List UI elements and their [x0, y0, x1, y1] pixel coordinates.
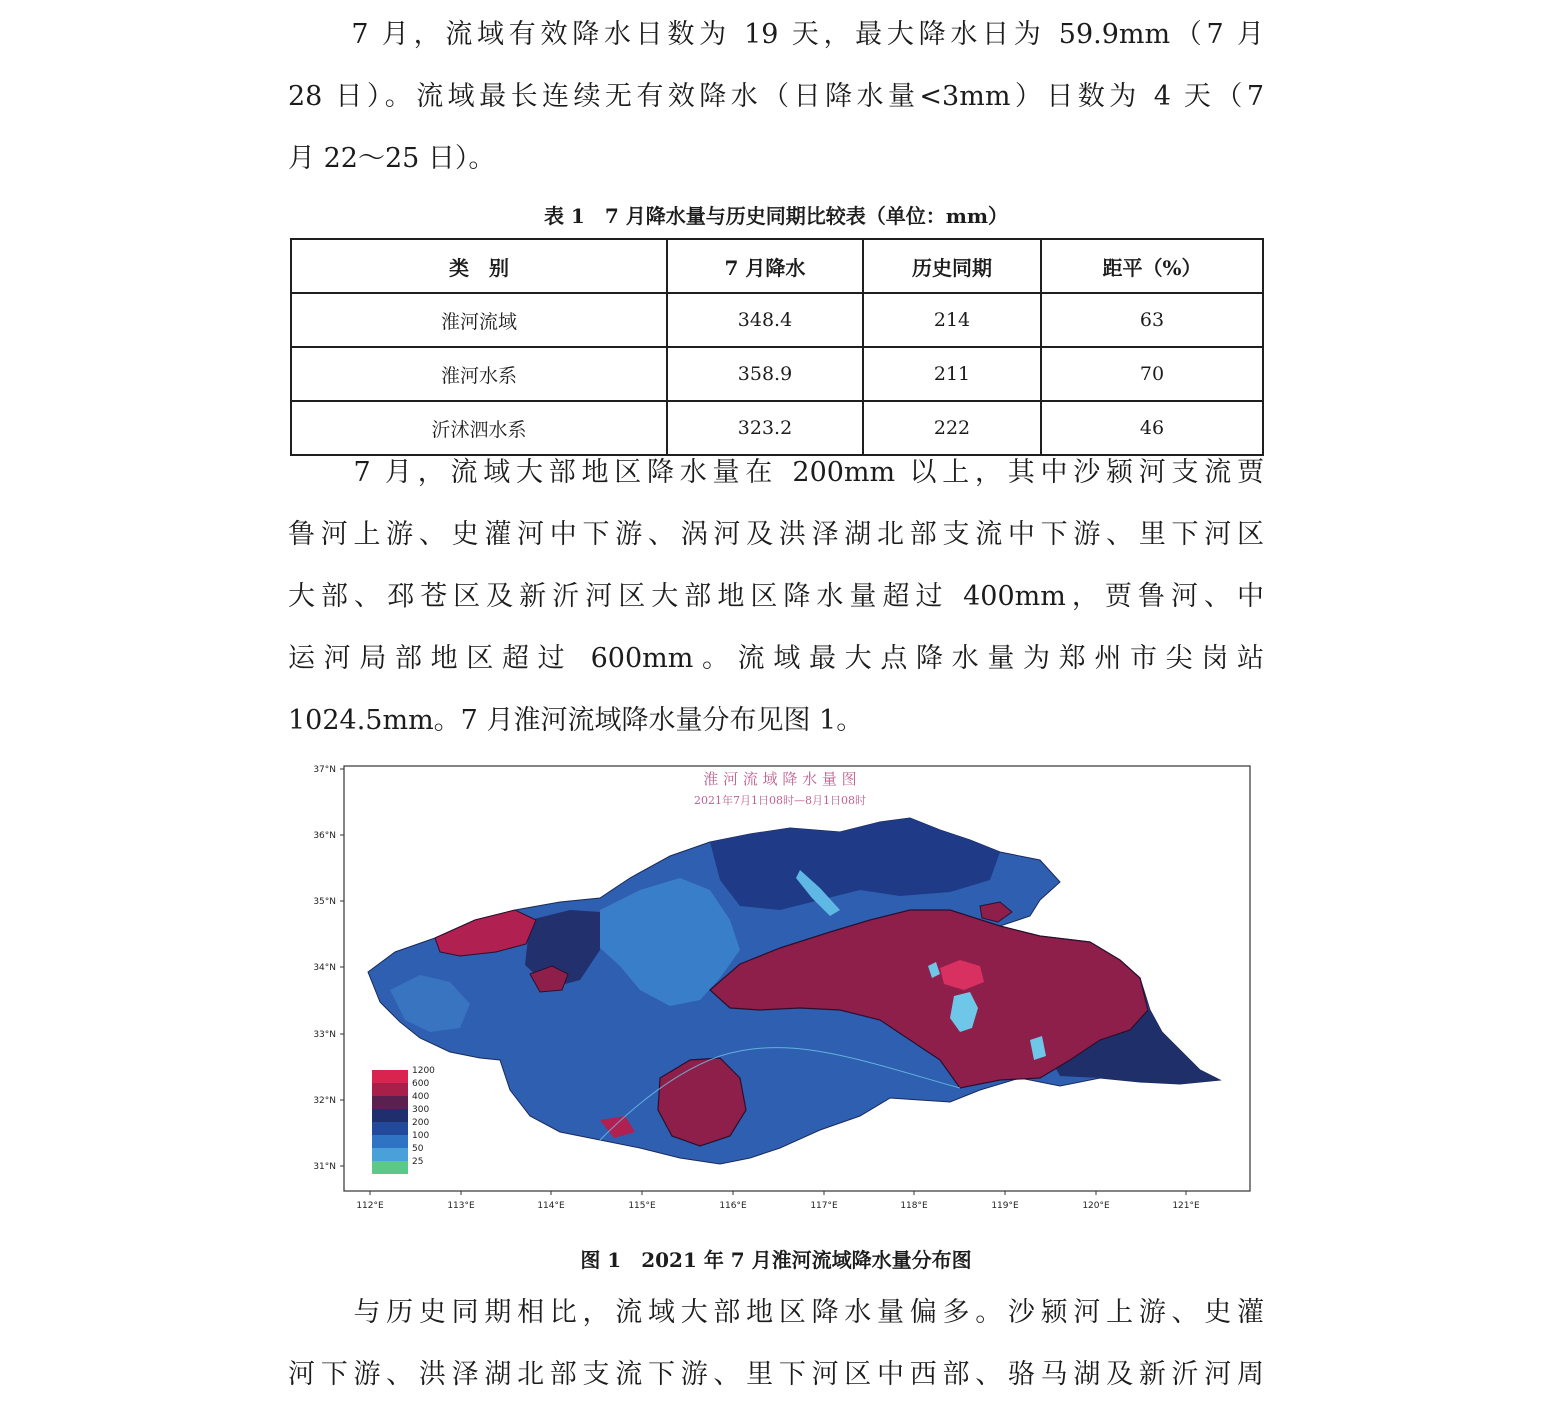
legend-label: 50 [412, 1144, 424, 1154]
table-cell: 323.2 [667, 401, 863, 455]
lat-label: 32°N [313, 1096, 336, 1106]
table-cell: 214 [863, 293, 1041, 347]
longitude-axis [356, 1191, 1200, 1211]
legend-label: 200 [412, 1118, 430, 1128]
lon-label: 113°E [447, 1201, 475, 1211]
lat-label: 37°N [313, 765, 336, 775]
lon-label: 114°E [537, 1201, 565, 1211]
text-line: 28 日）。流域最长连续无有效降水（日降水量<3mm）日数为 4 天（7 [288, 81, 1264, 112]
table-header-cell: 距平（%） [1041, 239, 1263, 293]
lon-label: 117°E [810, 1201, 838, 1211]
lon-label: 112°E [356, 1201, 384, 1211]
map-title: 淮 河 流 域 降 水 量 图 [703, 770, 857, 788]
table-cell: 70 [1041, 347, 1263, 401]
rainfall-map [300, 760, 1260, 1220]
legend-label: 300 [412, 1105, 430, 1115]
legend-swatch [372, 1122, 408, 1135]
legend-label: 25 [412, 1157, 424, 1167]
lon-label: 115°E [628, 1201, 656, 1211]
table-cell: 348.4 [667, 293, 863, 347]
lat-label: 36°N [313, 831, 336, 841]
latitude-axis [313, 765, 344, 1172]
figure-caption: 图 1 2021 年 7 月淮河流域降水量分布图 [580, 1248, 972, 1272]
legend-label: 100 [412, 1131, 430, 1141]
paragraph-1 [288, 4, 1264, 190]
lon-label: 119°E [991, 1201, 1019, 1211]
lon-label: 118°E [900, 1201, 928, 1211]
table-cell: 63 [1041, 293, 1263, 347]
table-cell: 淮河流域 [291, 293, 667, 347]
table-caption: 表 1 7 月降水量与历史同期比较表（单位：mm） [543, 204, 1009, 228]
table-header-cell: 类 别 [291, 239, 667, 293]
legend-swatch [372, 1083, 408, 1096]
lon-label: 121°E [1172, 1201, 1200, 1211]
legend-swatch [372, 1135, 408, 1148]
text-line: 与历史同期相比，流域大部地区降水量偏多。沙颍河上游、史灌 [288, 1297, 1264, 1328]
comparison-table [290, 238, 1264, 456]
lat-label: 35°N [313, 897, 336, 907]
table-cell: 358.9 [667, 347, 863, 401]
text-line: 大部、邳苍区及新沂河区大部地区降水量超过 400mm，贾鲁河、中 [288, 581, 1264, 612]
table-row [291, 293, 1263, 347]
text-line: 鲁河上游、史灌河中下游、涡河及洪泽湖北部支流中下游、里下河区 [288, 519, 1264, 550]
table-header-row [291, 239, 1263, 293]
lat-label: 31°N [313, 1162, 336, 1172]
lon-label: 116°E [719, 1201, 747, 1211]
rainfall-map-figure [300, 760, 1260, 1220]
table-cell: 222 [863, 401, 1041, 455]
legend-label: 400 [412, 1092, 430, 1102]
legend-swatch [372, 1096, 408, 1109]
table-header-cell: 7 月降水 [667, 239, 863, 293]
table-cell: 沂沭泗水系 [291, 401, 667, 455]
paragraph-2 [288, 442, 1264, 752]
table-cell: 46 [1041, 401, 1263, 455]
table-header-cell: 历史同期 [863, 239, 1041, 293]
legend-swatch [372, 1109, 408, 1122]
map-subtitle: 2021年7月1日08时—8月1日08时 [694, 794, 866, 807]
paragraph-3 [288, 1282, 1264, 1406]
legend-swatch [372, 1161, 408, 1174]
table-row [291, 347, 1263, 401]
legend-label: 600 [412, 1079, 430, 1089]
text-line: 月 22～25 日）。 [288, 143, 496, 174]
text-line: 7 月，流域大部地区降水量在 200mm 以上，其中沙颍河支流贾 [288, 457, 1264, 488]
text-line: 运河局部地区超过 600mm。流域最大点降水量为郑州市尖岗站 [288, 643, 1264, 674]
lat-label: 34°N [313, 963, 336, 973]
legend-label: 1200 [412, 1066, 435, 1076]
table-cell: 211 [863, 347, 1041, 401]
table-cell: 淮河水系 [291, 347, 667, 401]
legend-swatch [372, 1070, 408, 1083]
legend-swatch [372, 1148, 408, 1161]
lon-label: 120°E [1082, 1201, 1110, 1211]
lat-label: 33°N [313, 1030, 336, 1040]
text-line: 1024.5mm。7 月淮河流域降水量分布见图 1。 [288, 705, 864, 736]
text-line: 7 月，流域有效降水日数为 19 天，最大降水日为 59.9mm（7 月 [288, 19, 1264, 50]
text-line: 河下游、洪泽湖北部支流下游、里下河区中西部、骆马湖及新沂河周 [288, 1359, 1264, 1390]
